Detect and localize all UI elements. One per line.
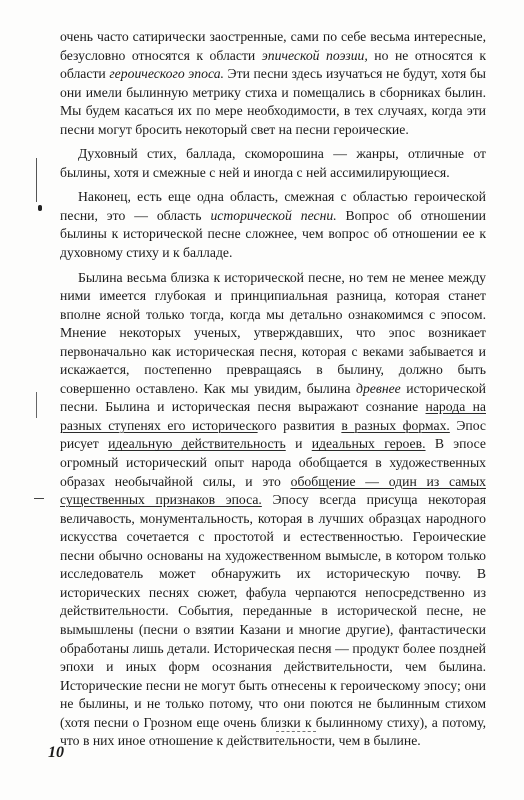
text-run: Эпосу всегда присуща некоторая величавость, монументальность, которая в лучших образцах народного искусства сочетается с простотой и естественностью. Героические песни обычно основаны на художественном вымысле, в котором только исследователь может обнаружить их историческую почву. В исторических песнях сюжет, фабула черпаются непосредственно из действительности. События, переданные в исторической песне, не вымышлены (песни о взятии Казани и многие другие), фантастически обработаны лишь детали. Историческая песня — продукт более поздней эпохи и иных форм осознания действительности, чем былина. Исторические песни не могут быть отнесены к героическому эпосу; они не былины, и не только потому, что они поются не былинным стихом (хотя песни о Грозном еще очень близки к былинному стиху), а потому, что в них иное отношение к действительности, чем в былине. <box>60 492 486 749</box>
underlined-phrase: обобщение — один из самых существенных признаков эпоса. <box>60 473 486 508</box>
paragraph <box>60 188 486 262</box>
underlined-phrase: в разных формах. <box>341 417 450 433</box>
pencil-dash-mark <box>276 731 316 732</box>
text-run: Духовный стих, баллада, скоморошина — жанры, отличные от былины, хотя и смежные с ней и иногда с ней ассимилирующиеся. <box>60 146 486 180</box>
text-run: Наконец, есть еще одна область, смежная с областью героической песни, это — область <box>60 189 486 223</box>
text-run: очень часто сатирически заостренные, сами по себе весьма интересные, безусловно относятся к области <box>60 29 486 63</box>
italic-term: исторической песни. <box>210 207 337 223</box>
italic-term: героического эпоса. <box>109 66 224 82</box>
margin-pencil-arrow <box>34 498 44 499</box>
text-run: Былина весьма близка к исторической песне, но тем не менее между ними имеется глубокая и принципиальная разница, которая станет вполне ясной только тогда, когда мы детально ознакомимся с эпосом. Мнение некоторых ученых, утверждавших, что эпос возникает первоначально как историческая песня, которая с веками забывается и искажается, постепенно превращаясь в былину, должно быть совершенно оставлено. Как мы увидим, былина <box>60 269 486 396</box>
paragraph <box>60 28 486 139</box>
underlined-phrase: идеальную действительность <box>108 436 286 452</box>
italic-term: эпической поэзии, <box>261 47 368 63</box>
text-run: исторической песни. Былина и историческая песня выражают сознание <box>60 380 487 415</box>
paragraph <box>60 145 486 182</box>
underlined-phrase: народа на разных ступенях его историческ <box>60 399 486 433</box>
text-run: Эти песни здесь изучаться не будут, хотя бы они имели былинную метрику стиха и помещались в сборниках былин. Мы будем касаться их по мере необходимости, в тех случаях, когда эти песни могут бросить некоторый свет на песни героические. <box>60 66 486 137</box>
text-run: но не относятся к области <box>60 47 487 82</box>
margin-pencil-mark <box>36 158 37 202</box>
text-run: В эпосе огромный исторический опыт народа обобщается в художественных образах необычайной силы, и это <box>60 436 486 489</box>
text-run: Вопрос об отношении былины к исторической песне сложнее, чем вопрос об отношении ее к духовному стиху и к балладе. <box>60 207 486 261</box>
margin-ink-dot <box>38 205 42 211</box>
text-run: и <box>285 436 312 452</box>
italic-term: древнее <box>356 380 401 396</box>
underlined-phrase: идеальных героев. <box>311 436 426 452</box>
margin-pencil-mark <box>36 392 37 418</box>
text-run: ого развития <box>257 417 342 433</box>
page-number: 10 <box>48 744 64 761</box>
paragraph <box>60 269 486 751</box>
body-text <box>60 28 486 751</box>
text-run: Эпос рисует <box>60 417 486 452</box>
